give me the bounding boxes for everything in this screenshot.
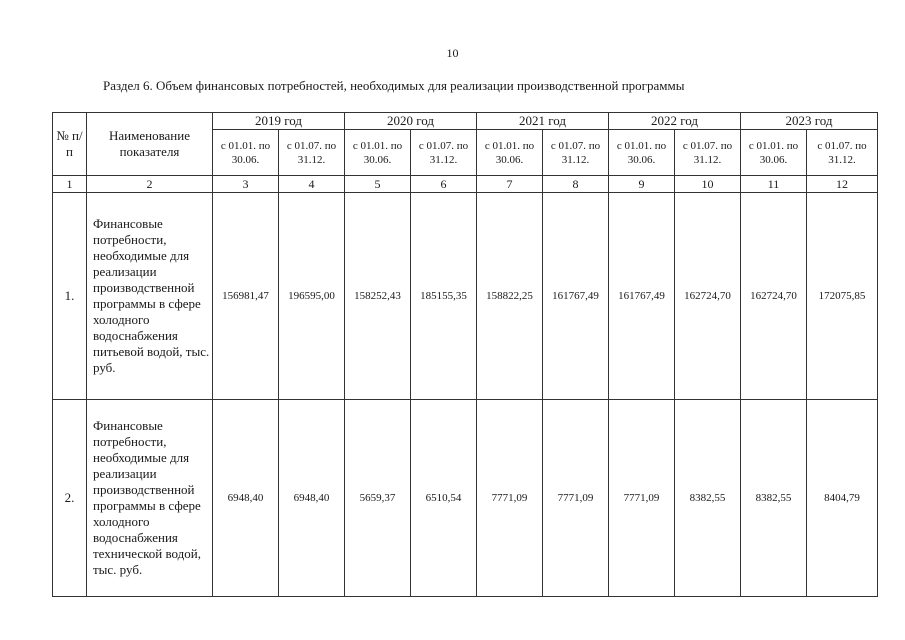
- value-cell: 161767,49: [609, 193, 675, 400]
- column-index-row: [53, 176, 878, 193]
- column-index: 6: [411, 176, 477, 193]
- value-cell: 6948,40: [279, 400, 345, 597]
- value-cell: 6948,40: [213, 400, 279, 597]
- section-title: Раздел 6. Объем финансовых потребностей, необходимых для реализации производственной программы: [103, 78, 685, 93]
- row-number: 2.: [53, 400, 87, 597]
- value-cell: 162724,70: [675, 193, 741, 400]
- column-index: 11: [741, 176, 807, 193]
- period-header: с 01.07. по 31.12.: [675, 130, 741, 176]
- year-header-row: [53, 113, 878, 130]
- period-header: с 01.01. по 30.06.: [477, 130, 543, 176]
- page-number: 10: [446, 46, 459, 60]
- value-cell: 7771,09: [477, 400, 543, 597]
- year-header: 2022 год: [609, 113, 741, 130]
- year-header: 2020 год: [345, 113, 477, 130]
- value-cell: 7771,09: [543, 400, 609, 597]
- column-index: 3: [213, 176, 279, 193]
- value-cell: 196595,00: [279, 193, 345, 400]
- value-cell: 158252,43: [345, 193, 411, 400]
- value-cell: 8382,55: [741, 400, 807, 597]
- column-index: 9: [609, 176, 675, 193]
- period-header: с 01.07. по 31.12.: [543, 130, 609, 176]
- value-cell: 156981,47: [213, 193, 279, 400]
- value-cell: 185155,35: [411, 193, 477, 400]
- value-cell: 172075,85: [807, 193, 878, 400]
- year-header: 2023 год: [741, 113, 878, 130]
- name-header: Наименование показателя: [87, 113, 213, 176]
- column-index: 10: [675, 176, 741, 193]
- column-index: 2: [87, 176, 213, 193]
- table-row: [53, 400, 878, 597]
- column-index: 1: [53, 176, 87, 193]
- column-index: 12: [807, 176, 878, 193]
- value-cell: 161767,49: [543, 193, 609, 400]
- value-cell: 8404,79: [807, 400, 878, 597]
- column-index: 7: [477, 176, 543, 193]
- value-cell: 158822,25: [477, 193, 543, 400]
- year-header: 2019 год: [213, 113, 345, 130]
- num-header: № п/п: [53, 113, 87, 176]
- period-header: с 01.07. по 31.12.: [279, 130, 345, 176]
- column-index: 5: [345, 176, 411, 193]
- financial-needs-table: [52, 112, 878, 597]
- value-cell: 5659,37: [345, 400, 411, 597]
- value-cell: 6510,54: [411, 400, 477, 597]
- period-header: с 01.01. по 30.06.: [741, 130, 807, 176]
- table-row: [53, 193, 878, 400]
- period-header: с 01.07. по 31.12.: [807, 130, 878, 176]
- period-header: с 01.01. по 30.06.: [609, 130, 675, 176]
- period-header: с 01.01. по 30.06.: [345, 130, 411, 176]
- year-header: 2021 год: [477, 113, 609, 130]
- row-number: 1.: [53, 193, 87, 400]
- column-index: 8: [543, 176, 609, 193]
- row-indicator-name: Финансовые потребности, необходимые для реализации производственной программы в сфере холодного водоснабжения технической водой, тыс. руб.: [87, 400, 213, 597]
- period-header: с 01.07. по 31.12.: [411, 130, 477, 176]
- period-header: с 01.01. по 30.06.: [213, 130, 279, 176]
- column-index: 4: [279, 176, 345, 193]
- value-cell: 7771,09: [609, 400, 675, 597]
- value-cell: 8382,55: [675, 400, 741, 597]
- row-indicator-name: Финансовые потребности, необходимые для реализации производственной программы в сфере холодного водоснабжения питьевой водой, тыс. руб.: [87, 193, 213, 400]
- value-cell: 162724,70: [741, 193, 807, 400]
